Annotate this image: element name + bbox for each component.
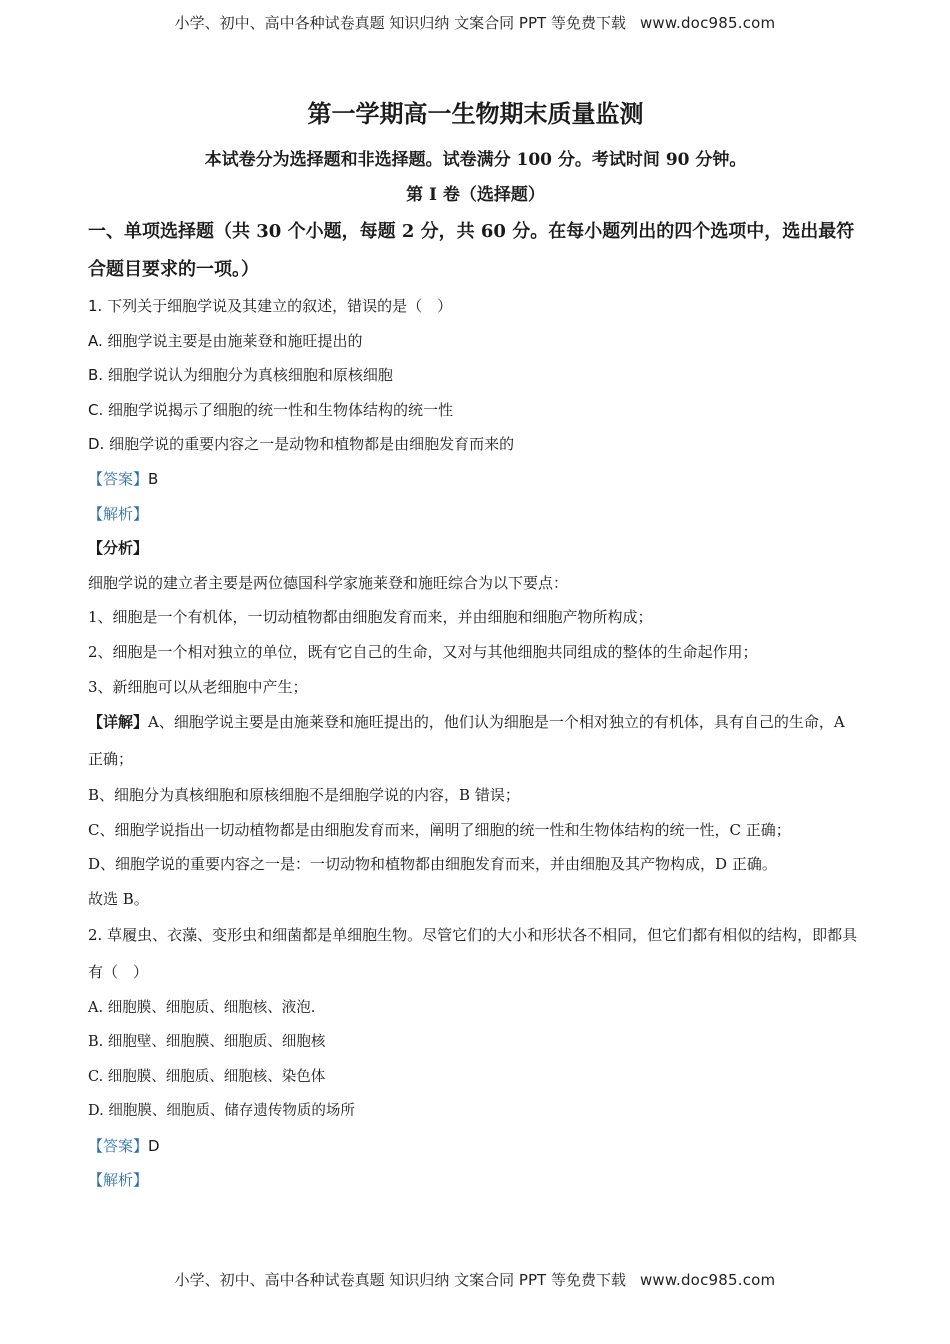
option-d: D. 细胞膜、细胞质、储存遗传物质的场所 — [88, 1103, 355, 1120]
banner-text: 小学、初中、高中各种试卷真题 知识归纳 文案合同 PPT 等免费下载 — [174, 14, 626, 32]
question-stem: 1. 下列关于细胞学说及其建立的叙述，错误的是（ ） — [88, 297, 453, 315]
footer-banner — [0, 1269, 950, 1290]
analysis-line — [88, 497, 863, 532]
header-banner — [0, 12, 950, 33]
detail-text: D、细胞学说的重要内容之一是：一切动物和植物都由细胞发育而来，并由细胞及其产物构成，D 正确。 — [88, 855, 777, 874]
fenxi-line — [88, 531, 863, 566]
detail-paragraph — [88, 704, 863, 778]
analysis-text: 1、细胞是一个有机体，一切动植物都由细胞发育而来，并由细胞和细胞产物所构成； — [88, 608, 653, 627]
section-heading: 一、单项选择题（共 30 个小题，每题 2 分，共 60 分。在每小题列出的四个选项中，选出最符合题目要求的一项。） — [88, 221, 855, 280]
analysis-line — [88, 1163, 863, 1198]
exam-info: 本试卷分为选择题和非选择题。试卷满分 100 分。考试时间 90 分钟。 — [204, 150, 747, 170]
answer-line — [88, 462, 863, 497]
document-title: 第一学期高一生物期末质量监测 — [307, 99, 644, 128]
answer-value: D — [148, 1136, 160, 1155]
analysis-tag: 【解析】 — [88, 504, 149, 523]
question-2 — [88, 917, 863, 1199]
analysis-text: 2、细胞是一个相对独立的单位，既有它自己的生命，又对与其他细胞共同组成的整体的生命起作用； — [88, 642, 758, 661]
analysis-text: 细胞学说的建立者主要是两位德国科学家施莱登和施旺综合为以下要点： — [88, 573, 569, 592]
option-b: B. 细胞学说认为细胞分为真核细胞和原核细胞 — [88, 366, 393, 385]
banner-text: 小学、初中、高中各种试卷真题 知识归纳 文案合同 PPT 等免费下载 — [174, 1271, 626, 1289]
question-1 — [88, 289, 863, 917]
banner-url[interactable]: www.doc985.com — [639, 1271, 776, 1289]
answer-tag: 【答案】 — [88, 469, 149, 488]
option-c: C. 细胞学说揭示了细胞的统一性和生物体结构的统一性 — [88, 400, 454, 419]
answer-line — [88, 1129, 863, 1164]
detail-text: C、细胞学说指出一切动植物都是由细胞发育而来，阐明了细胞的统一性和生物体结构的统一性，C 正确； — [88, 820, 791, 839]
detail-text: B、细胞分为真核细胞和原核细胞不是细胞学说的内容，B 错误； — [88, 786, 520, 805]
answer-tag: 【答案】 — [88, 1136, 149, 1155]
analysis-text: 3、新细胞可以从老细胞中产生； — [88, 677, 308, 696]
banner-url[interactable]: www.doc985.com — [639, 14, 776, 32]
fenxi-tag: 【分析】 — [88, 539, 149, 558]
option-b: B. 细胞壁、细胞膜、细胞质、细胞核 — [88, 1034, 326, 1051]
option-c: C. 细胞膜、细胞质、细胞核、染色体 — [88, 1068, 326, 1085]
option-a: A. 细胞学说主要是由施莱登和施旺提出的 — [88, 331, 363, 350]
detail-tag: 【详解】 — [88, 713, 149, 732]
question-stem: 2. 草履虫、衣藻、变形虫和细菌都是单细胞生物。尽管它们的大小和形状各不相同，但它们都有相似的结构，即都具有（ ） — [88, 925, 858, 981]
answer-value: B — [148, 469, 159, 488]
analysis-tag: 【解析】 — [88, 1171, 149, 1190]
part-label: 第 I 卷（选择题） — [406, 185, 545, 205]
detail-text: A、细胞学说主要是由施莱登和施旺提出的，他们认为细胞是一个相对独立的有机体，具有自己的生命，A 正确； — [88, 713, 845, 769]
option-d: D. 细胞学说的重要内容之一是动物和植物都是由细胞发育而来的 — [88, 435, 515, 454]
option-a: A. 细胞膜、细胞质、细胞核、液泡. — [88, 999, 316, 1016]
detail-text: 故选 B。 — [88, 889, 149, 908]
document-page — [88, 96, 863, 1198]
